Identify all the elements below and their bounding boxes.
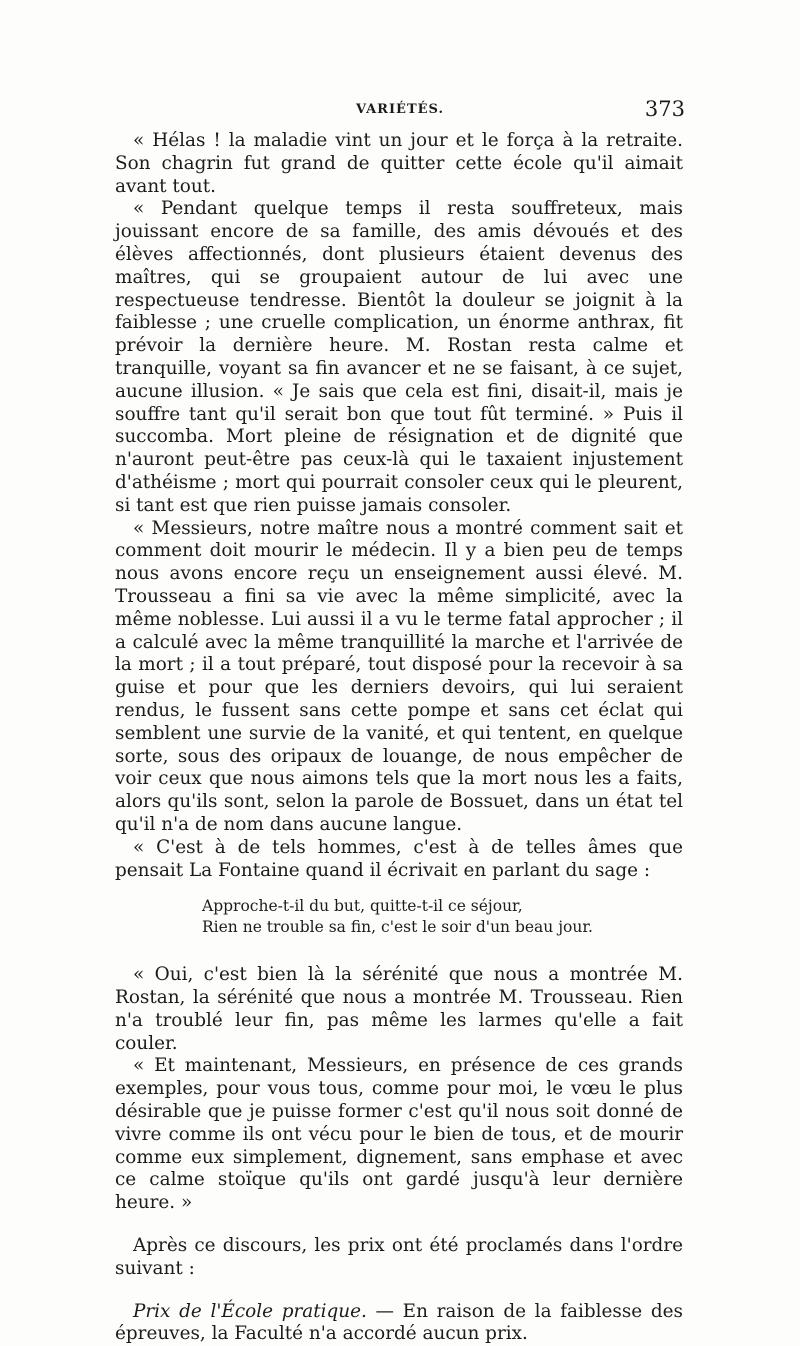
prize-text: — En raison de la faiblesse des épreuves, la Faculté n'a accordé aucun prix. — [115, 1300, 683, 1345]
prize-heading: Prix de l'École pratique. — [133, 1300, 367, 1322]
paragraph: « Et maintenant, Messieurs, en présence de ces grands exemples, pour vous tous, comme pour moi, le vœu le plus désirable que je puisse former c'est qu'il nous soit donné de vivre comme ils ont vécu pour le bien de tous, et de mourir comme eux simplement, dignement, sans emphase et avec ce calme stoïque qu'ils ont gardé jusqu'à leur dernière heure. » — [115, 1055, 683, 1214]
verse-line: Approche-t-il du but, quitte-t-il ce séjour, — [202, 897, 523, 916]
paragraph: « Oui, c'est bien là la sérénité que nous a montrée M. Rostan, la sérénité que nous a montrée M. Trousseau. Rien n'a troublé leur fin, pas même les larmes qu'elle a fait couler. — [115, 964, 683, 1054]
paragraph: « Messieurs, notre maître nous a montré comment sait et comment doit mourir le médecin. Il y a bien peu de temps nous avons encore reçu un enseignement aussi élevé. M. Trousseau a fini sa vie avec la même simplicité, avec la même noblesse. Lui aussi il a vu le terme fatal approcher ; il a calculé avec la même tranquillité la marche et l'arrivée de la mort ; il a tout préparé, tout disposé pour la recevoir à sa guise et pour que les derniers devoirs, qui lui seraient rendus, le fussent sans cette pompe et sans cet éclat qui semblent une survie de la vanité, et qui tentent, en quelque sorte, sous des oripaux de louange, de nous empêcher de voir ceux que nous aimons tels que la mort nous les a faits, alors qu'ils sont, selon la parole de Bossuet, dans un état tel qu'il n'a de nom dans aucune langue. — [115, 517, 683, 835]
verse-quotation — [202, 896, 683, 938]
paragraph: « Pendant quelque temps il resta souffreteux, mais jouissant encore de sa famille, des amis dévoués et des élèves affectionnés, dont plusieurs étaient devenus des maîtres, qui se groupaient autour de lui avec une respectueuse tendresse. Bientôt la douleur se joignit à la faiblesse ; une cruelle complication, un énorme anthrax, fit prévoir la dernière heure. M. Rostan resta calme et tranquille, voyant sa fin avancer et ne se faisant, à ce sujet, aucune illusion. « Je sais que cela est fini, disait-il, mais je souffre tant qu'il serait bon que tout fût terminé. » Puis il succomba. Mort pleine de résignation et de dignité que n'auront peut-être pas ceux-là qui le taxaient injustement d'athéisme ; mort qui pourrait consoler ceux qui le pleurent, si tant est que rien puisse jamais consoler. — [115, 198, 683, 516]
body-text — [115, 130, 683, 1346]
paragraph: « Hélas ! la maladie vint un jour et le força à la retraite. Son chagrin fut grand de quitter cette école qu'il aimait avant tout. — [115, 130, 683, 197]
page-number: 373 — [644, 97, 685, 121]
paragraph: « C'est à de tels hommes, c'est à de telles âmes que pensait La Fontaine quand il écrivait en parlant du sage : — [115, 836, 683, 881]
prize-paragraph — [115, 1301, 683, 1346]
verse-line: Rien ne trouble sa fin, c'est le soir d'un beau jour. — [202, 918, 593, 937]
running-head — [115, 97, 685, 127]
announcement: Après ce discours, les prix ont été proclamés dans l'ordre suivant : — [115, 1235, 683, 1279]
running-title: VARIÉTÉS. — [356, 102, 444, 117]
